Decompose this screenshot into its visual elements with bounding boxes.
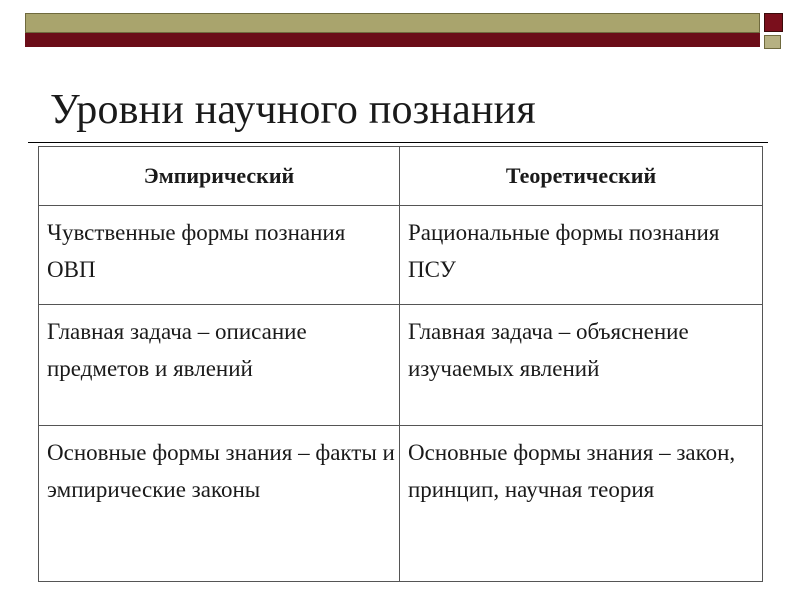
corner-square-red — [764, 13, 783, 32]
header-empirical: Эмпирический — [39, 147, 400, 206]
table-row — [39, 305, 763, 426]
cell-empirical-knowledge: Основные формы знания – факты и эмпирические законы — [39, 426, 400, 582]
slide-title: Уровни научного познания — [50, 87, 536, 133]
levels-table — [38, 146, 763, 582]
table-header-row — [39, 147, 763, 206]
table-row — [39, 206, 763, 305]
cell-empirical-forms: Чувственные формы познания ОВП — [39, 206, 400, 305]
header-bar-red — [25, 33, 760, 47]
cell-theoretical-forms: Рациональные формы познания ПСУ — [400, 206, 763, 305]
cell-empirical-task: Главная задача – описание предметов и явлений — [39, 305, 400, 426]
cell-theoretical-task: Главная задача – объяснение изучаемых явлений — [400, 305, 763, 426]
header-theoretical: Теоретический — [400, 147, 763, 206]
header-bar-olive — [25, 13, 760, 33]
corner-square-olive — [764, 35, 781, 49]
table-row — [39, 426, 763, 582]
cell-theoretical-knowledge: Основные формы знания – закон, принцип, научная теория — [400, 426, 763, 582]
title-underline — [28, 142, 768, 143]
